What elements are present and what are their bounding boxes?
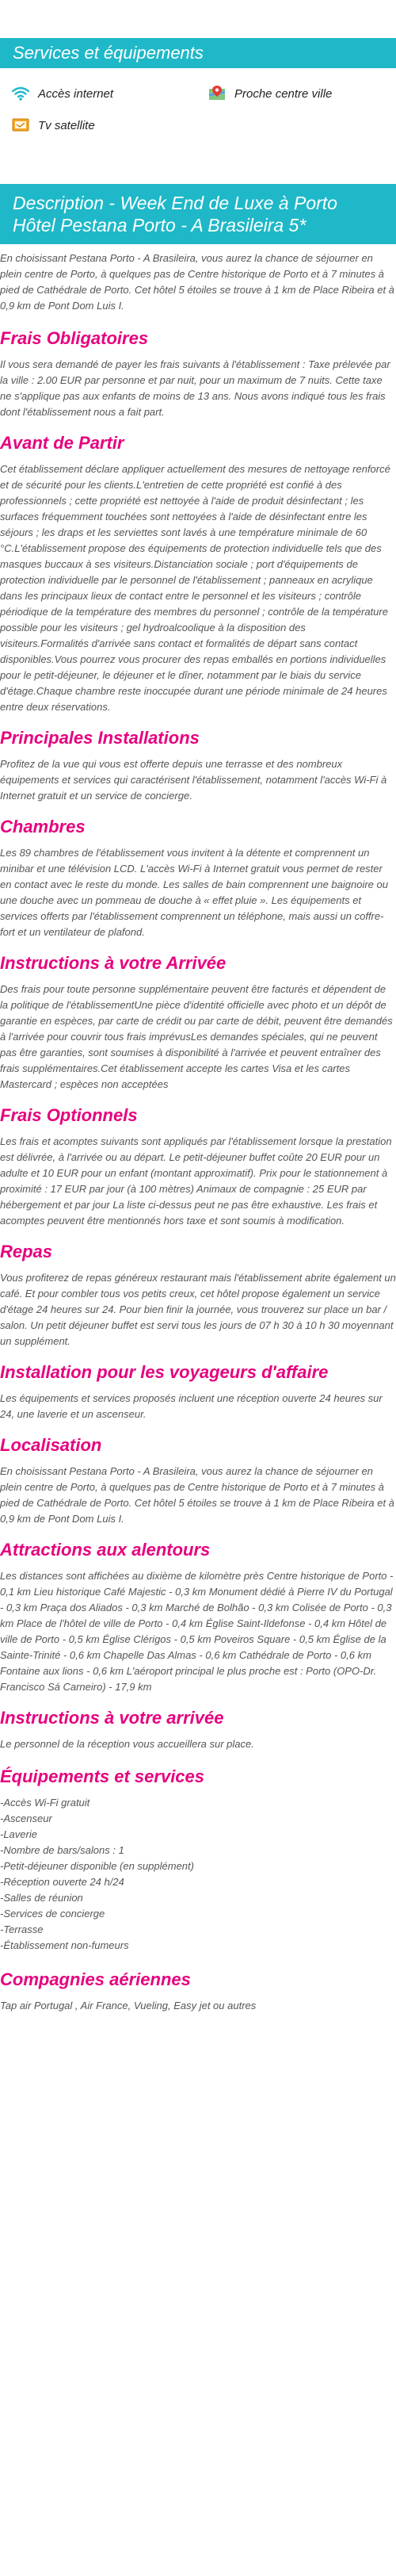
equipment-list — [0, 1795, 396, 1954]
description-body: En choisissant Pestana Porto - A Brasileira, vous aurez la chance de séjourner en plein centre de Porto, à quelques pas de Centre historique de Porto et à 7 minutes à pied de Cathédrale de Porto. Cet hôtel 5 étoiles se trouve à 1 km de Place Ribeira et à 0,9 km de Pont Dom Luis I. — [0, 252, 394, 312]
amenity-item — [11, 116, 95, 135]
section-equipements — [0, 1766, 396, 1954]
list-item: -Terrasse — [0, 1923, 44, 1935]
list-item: -Petit-déjeuner disponible (en supplément) — [0, 1860, 194, 1872]
section-localisation — [0, 1435, 396, 1527]
list-item: -Nombre de bars/salons : 1 — [0, 1844, 124, 1856]
section-body: Le personnel de la réception vous accueillera sur place. — [0, 1738, 254, 1750]
amenity-label: Proche centre ville — [234, 86, 333, 101]
list-item: -Établissement non-fumeurs — [0, 1939, 129, 1951]
section-title: Frais Obligatoires — [0, 328, 149, 348]
services-title: Services et équipements — [13, 43, 204, 63]
section-voyageurs-affaire — [0, 1362, 396, 1422]
section-title: Attractions aux alentours — [0, 1540, 211, 1560]
section-title: Équipements et services — [0, 1766, 205, 1786]
amenity-item — [208, 84, 332, 103]
section-body: Les frais et acomptes suivants sont appliqués par l'établissement lorsque la prestation est délivrée, à l'arrivée ou au départ. Le petit-déjeuner buffet coûte 20 EUR pour un adulte et 10 EUR pour un enfant (montant approximatif). Prix pour le stationnement à proximité : 17 EUR par jour (à 100 mètres) Animaux de compagnie : 25 EUR par hébergement et par jour La liste ci-dessus peut ne pas être exhaustive. Les frais et acomptes peuvent être mentionnés hors taxe et sont soumis à modification. — [0, 1135, 392, 1227]
list-item: -Services de concierge — [0, 1908, 105, 1920]
services-title-band — [0, 38, 396, 68]
section-title: Principales Installations — [0, 728, 200, 748]
list-item: -Réception ouverte 24 h/24 — [0, 1876, 124, 1888]
list-item: -Salles de réunion — [0, 1892, 83, 1904]
section-body: Profitez de la vue qui vous est offerte depuis une terrasse et des nombreux équipements et services qui caractérisent l'établissement, notamment l'accès Wi-Fi à Internet gratuit et un service de concierge. — [0, 758, 387, 802]
section-title: Repas — [0, 1242, 53, 1261]
list-item: -Laverie — [0, 1828, 37, 1840]
section-title: Instructions à votre Arrivée — [0, 953, 227, 973]
section-instructions-arrivee-2 — [0, 1708, 396, 1752]
section-body: Les 89 chambres de l'établissement vous invitent à la détente et comprennent un minibar et une télévision LCD. L'accès Wi-Fi à Internet gratuit vous permet de rester en contact avec le reste du monde. Les salles de bain comprennent une baignoire ou une douche avec un pommeau de douche à « effet pluie ». Les équipements et services offerts par l'établissement comprennent un téléphone, mais aussi un coffre-fort et un ventilateur de plafond. — [0, 847, 388, 938]
section-frais-obligatoires — [0, 328, 396, 420]
section-attractions — [0, 1540, 396, 1695]
list-item: -Accès Wi-Fi gratuit — [0, 1797, 90, 1809]
description-section — [0, 251, 396, 314]
amenity-item — [11, 84, 113, 103]
section-body: Des frais pour toute personne supplémentaire peuvent être facturés et dépendent de la politique de l'établissementUne pièce d'identité officielle avec photo et un dépôt de garantie en espèces, par carte de crédit ou par carte de débit, peuvent être demandés à l'arrivée pour couvrir tous frais imprévusLes demandes spéciales, qui ne peuvent pas être garanties, sont soumises à disponibilité à l'arrivée et peuvent entraîner des frais supplémentaires.Cet établissement accepte les cartes Visa et les cartes Mastercard ; espèces non acceptées — [0, 983, 393, 1090]
section-body: Il vous sera demandé de payer les frais suivants à l'établissement : Taxe prélevée par la ville : 2.00 EUR par personne et par nuit, pour un maximum de 7 nuits. Cette taxe ne s'applique pas aux enfants de moins de 13 ans. Nous avons indiqué tous les frais dont l'établissement nous a fait part. — [0, 358, 390, 418]
section-repas — [0, 1242, 396, 1349]
section-title: Chambres — [0, 817, 86, 836]
section-title: Compagnies aériennes — [0, 1969, 191, 1989]
section-title: Instructions à votre arrivée — [0, 1708, 224, 1728]
section-frais-optionnels — [0, 1105, 396, 1229]
description-title: Description - Week End de Luxe à Porto Hôtel Pestana Porto - A Brasileira 5* — [13, 193, 337, 235]
tv-icon — [11, 116, 30, 135]
page — [0, 38, 396, 2014]
section-chambres — [0, 817, 396, 940]
amenity-label: Accès internet — [38, 86, 114, 101]
section-avant-de-partir — [0, 433, 396, 715]
description-title-band — [0, 184, 396, 244]
section-body: Cet établissement déclare appliquer actuellement des mesures de nettoyage renforcé et de sécurité pour les clients.L'entretien de cette propriété est confié à des professionnels ; cette propriété est nettoyée à l'aide de produit désinfectant ; les surfaces fréquemment touchées sont nettoyées à l'aide de désinfectant entre les séjours ; les draps et les serviettes sont lavés à une température minimale de 60 °C.L'établissement propose des équipements de protection individuelle tels que des masques buccaux à ses visiteurs.Distanciation sociale ; port d'équipements de protection individuelle par le personnel de l'établissement ; panneaux en acrylique dans les principaux lieux de contact entre le personnel et les visiteurs ; contrôle périodique de la température des membres du personnel ; contrôle de la température possible pour les visiteurs ; gel hydroalcoolique à la disposition des visiteurs.Formalités d'arrivée sans contact et formalités de départ sans contact disponibles.Vous pourrez vous procurer des repas emballés en portions individuelles pour le petit-déjeuner, le déjeuner et le dîner, notamment par le biais du service d'étage.Chaque chambre reste inoccupée durant une période minimale de 24 heures entre deux réservations. — [0, 463, 390, 713]
section-title: Installation pour les voyageurs d'affaire — [0, 1362, 329, 1382]
section-title: Localisation — [0, 1435, 102, 1455]
section-title: Frais Optionnels — [0, 1105, 138, 1125]
section-principales-installations — [0, 728, 396, 804]
section-title: Avant de Partir — [0, 433, 124, 453]
amenities-list — [0, 76, 396, 140]
section-body: Tap air Portugal , Air France, Vueling, Easy jet ou autres — [0, 2000, 257, 2011]
amenity-label: Tv satellite — [38, 118, 95, 132]
wifi-icon — [11, 84, 30, 103]
section-instructions-arrivee — [0, 953, 396, 1093]
map-pin-icon — [208, 84, 227, 103]
section-body: Les équipements et services proposés incluent une réception ouverte 24 heures sur 24, une laverie et un ascenseur. — [0, 1392, 383, 1420]
section-body: En choisissant Pestana Porto - A Brasileira, vous aurez la chance de séjourner en plein centre de Porto, à quelques pas de Centre historique de Porto et à 7 minutes à pied de Cathédrale de Porto. Cet hôtel 5 étoiles se trouve à 1 km de Place Ribeira et à 0,9 km de Pont Dom Luis I. — [0, 1465, 394, 1525]
section-compagnies-aeriennes — [0, 1969, 396, 2014]
section-body: Vous profiterez de repas généreux restaurant mais l'établissement abrite également un café. Et pour combler tous vos petits creux, cet hôtel propose également un service d'étage 24 heures sur 24. Pour bien finir la journée, vous trouverez sur place un bar / salon. Un petit déjeuner buffet est servi tous les jours de 07 h 30 à 10 h 30 moyennant un supplément. — [0, 1272, 396, 1347]
section-body: Les distances sont affichées au dixième de kilomètre près Centre historique de Porto - 0,1 km Lieu historique Café Majestic - 0,3 km Monument dédié à Pierre IV du Portugal - 0,3 km Praça dos Aliados - 0,3 km Marché de Bolhão - 0,3 km Colisée de Porto - 0,3 km Place de l'hôtel de ville de Porto - 0,4 km Église Saint-Ildefonse - 0,4 km Hôtel de ville de Porto - 0,5 km Église Clérigos - 0,5 km Poveiros Square - 0,5 km Église de la Sainte-Trinité - 0,6 km Chapelle Das Almas - 0,6 km Cathédrale de Porto - 0,6 km Fontaine aux lions - 0,6 km L'aéroport principal le plus proche est : Porto (OPO-Dr. Francisco Sá Carneiro) - 17,9 km — [0, 1570, 394, 1693]
list-item: -Ascenseur — [0, 1812, 52, 1824]
